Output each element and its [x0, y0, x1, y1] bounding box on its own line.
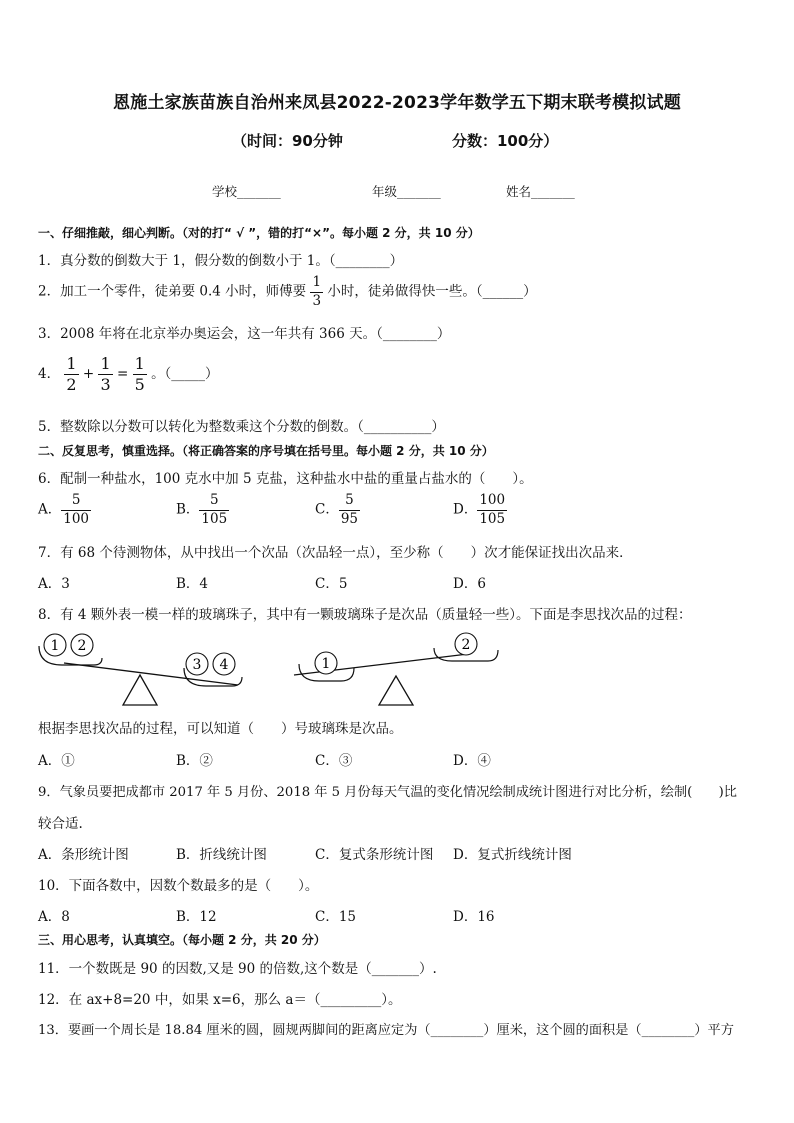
question-13: 13．要画一个周长是 18.84 厘米的圆，圆规两脚间的距离应定为（________）厘米，这个圆的面积是（________）平方 — [38, 1023, 734, 1038]
plus-sign: + — [82, 366, 95, 382]
fraction-one-third: $\frac{1}{3}$ — [312, 274, 322, 309]
question-10-option-b: B．12 — [176, 909, 217, 925]
question-7-option-b: B．4 — [176, 576, 209, 592]
question-8-option-d: D．④ — [453, 753, 491, 769]
question-9-option-c: C．复式条形统计图 — [315, 847, 434, 863]
question-7-option-c: C．5 — [315, 576, 348, 592]
grade-field[interactable]: 年级_______ — [372, 184, 441, 199]
name-field[interactable]: 姓名_______ — [506, 184, 575, 199]
question-8-option-c: C．③ — [315, 753, 353, 769]
svg-text:2: 2 — [77, 638, 87, 654]
fraction-one-fifth: $\frac{1}{5}$ — [134, 354, 145, 394]
question-2-text-b: 小时，徒弟做得快一些。（______） — [327, 283, 537, 300]
balance-right — [294, 633, 498, 705]
svg-text:1: 1 — [50, 638, 60, 654]
question-6-option-a: A． $\frac{5}{100}$ — [38, 492, 90, 527]
svg-text:4: 4 — [219, 657, 229, 673]
question-10: 10．下面各数中，因数个数最多的是（ ）。 — [38, 878, 319, 894]
svg-text:1: 1 — [321, 656, 331, 672]
section-1-heading: 一、仔细推敲，细心判断。（对的打“ √ ”，错的打“×”。每小题 2 分，共 10 分） — [38, 226, 480, 240]
question-5: 5．整数除以分数可以转化为整数乘这个分数的倒数。（__________） — [38, 419, 445, 435]
question-2-text-a: 2．加工一个零件，徒弟要 0.4 小时，师傅要 — [38, 283, 307, 300]
question-4-label: 4． — [38, 366, 61, 382]
question-6-option-c: C． $\frac{5}{95}$ — [315, 492, 359, 527]
question-6-option-b: B． $\frac{5}{105}$ — [176, 492, 228, 527]
question-9-option-d: D．复式折线统计图 — [453, 847, 572, 863]
question-7-option-d: D．6 — [453, 576, 486, 592]
exam-score: 分数：100分） — [452, 132, 559, 150]
question-9-option-b: B．折线统计图 — [176, 847, 267, 863]
question-9-cont: 较合适. — [38, 816, 83, 832]
question-8-text: 根据李思找次品的过程，可以知道（ ）号玻璃珠是次品。 — [38, 721, 403, 737]
question-12: 12．在 ax+8=20 中，如果 x=6，那么 a＝（_________）。 — [38, 992, 402, 1008]
question-11: 11．一个数既是 90 的因数,又是 90 的倍数,这个数是（_______）. — [38, 961, 437, 977]
svg-text:3: 3 — [192, 657, 202, 673]
page-title: 恩施土家族苗族自治州来凤县2022-2023学年数学五下期末联考模拟试题 — [113, 93, 681, 113]
question-7: 7．有 68 个待测物体，从中找出一个次品（次品轻一点），至少称（ ）次才能保证找出次品来． — [38, 545, 633, 561]
question-10-option-a: A．8 — [38, 909, 70, 925]
fraction-one-third-b: $\frac{1}{3}$ — [100, 354, 111, 394]
question-6-option-d: D． $\frac{100}{105}$ — [453, 492, 506, 527]
question-1: 1．真分数的倒数大于 1，假分数的倒数小于 1。（________） — [38, 253, 404, 269]
section-2-heading: 二、反复思考，慎重选择。（将正确答案的序号填在括号里。每小题 2 分，共 10 分） — [38, 444, 494, 458]
equals-sign: = — [116, 366, 129, 382]
exam-time: （时间：90分钟 — [232, 132, 343, 150]
school-field[interactable]: 学校_______ — [212, 184, 281, 199]
question-9-option-a: A．条形统计图 — [38, 847, 129, 863]
question-9: 9．气象员要把成都市 2017 年 5 月份、2018 年 5 月份每天气温的变化情况绘制成统计图进行对比分析，绘制( )比 — [38, 785, 737, 800]
question-8-option-b: B．② — [176, 753, 213, 769]
question-6: 6．配制一种盐水，100 克水中加 5 克盐，这种盐水中盐的重量占盐水的（ ）。 — [38, 471, 533, 487]
section-3-heading: 三、用心思考，认真填空。（每小题 2 分，共 20 分） — [38, 933, 326, 947]
fraction-one-half: $\frac{1}{2}$ — [66, 354, 77, 394]
balance-left — [39, 634, 242, 705]
question-10-option-c: C．15 — [315, 909, 357, 925]
balance-diagram — [36, 628, 736, 710]
question-4-blank: 。（_____） — [151, 366, 219, 382]
svg-text:2: 2 — [461, 637, 471, 653]
question-4 — [38, 356, 219, 393]
question-7-option-a: A．3 — [38, 576, 70, 592]
question-2 — [38, 276, 537, 308]
question-10-option-d: D．16 — [453, 909, 495, 925]
question-8: 8．有 4 颗外表一模一样的玻璃珠子，其中有一颗玻璃珠子是次品（质量轻一些）。下面是李思找次品的过程： — [38, 607, 692, 623]
question-8-option-a: A．① — [38, 753, 75, 769]
question-3: 3．2008 年将在北京举办奥运会，这一年共有 366 天。（________） — [38, 326, 451, 342]
